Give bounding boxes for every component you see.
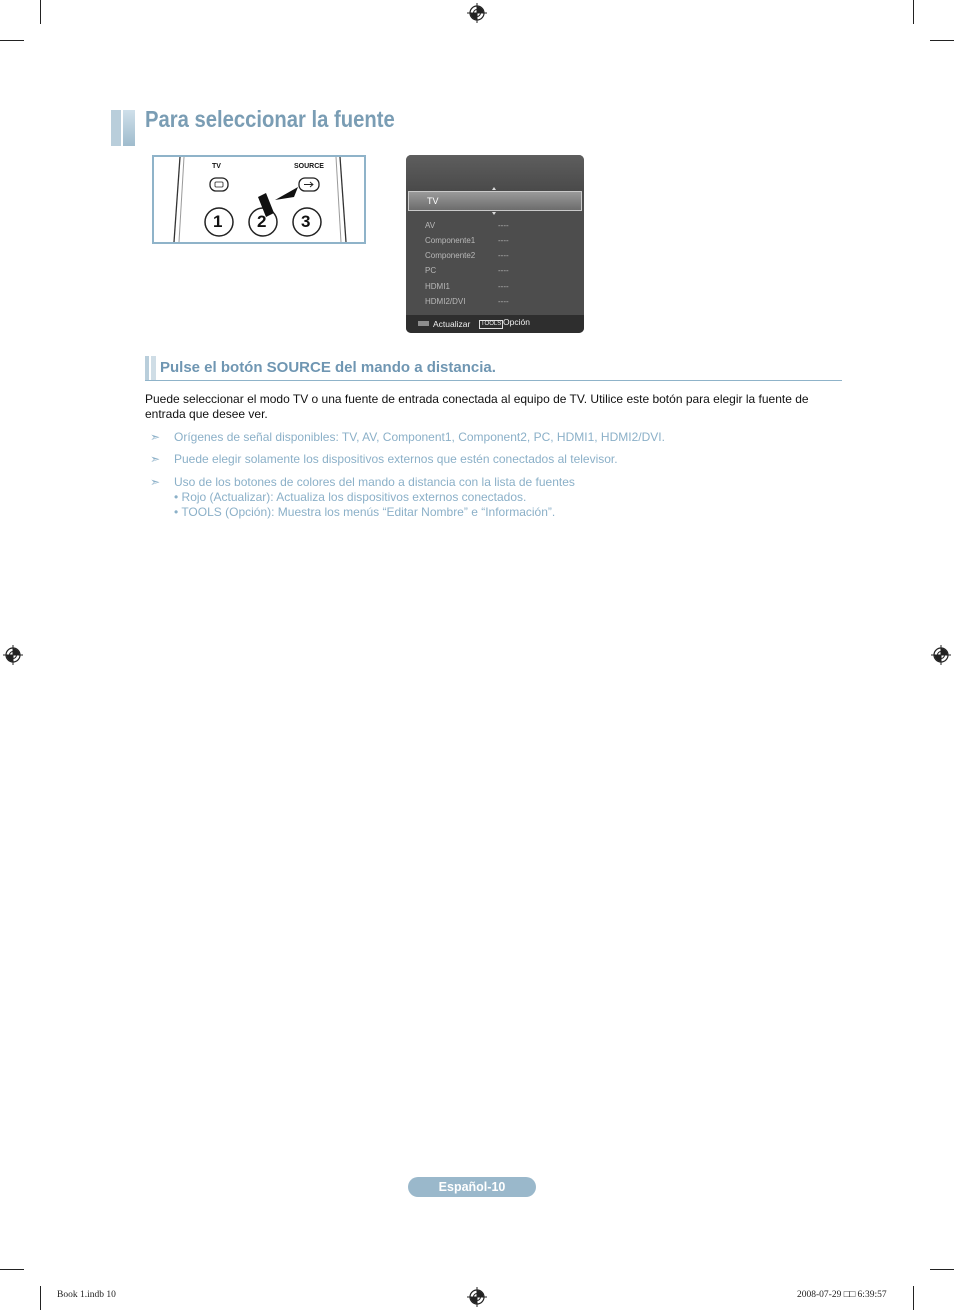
crop-mark (930, 1269, 954, 1270)
tools-button-icon: TOOLS (481, 321, 502, 327)
source-item-selected[interactable]: TV (408, 191, 582, 211)
crop-mark (913, 1286, 914, 1310)
remote-illustration (152, 155, 366, 244)
body-paragraph: Puede seleccionar el modo TV o una fuente de entrada conectada al equipo de TV. Utilice este botón para elegir la fuente de entrada que desee ver. (145, 392, 809, 421)
registration-mark-icon (3, 645, 23, 665)
section-heading: Pulse el botón SOURCE del mando a distancia. (160, 359, 496, 376)
page-number-badge: Español-10 (408, 1177, 536, 1197)
source-item-value: ---- (498, 221, 509, 230)
footer-option-label: Opción (503, 317, 530, 327)
subheading-decoration (145, 356, 149, 381)
source-item-hdmi1[interactable]: HDMI1 (425, 282, 450, 291)
registration-mark-icon (467, 1287, 487, 1307)
source-item-value: ---- (498, 251, 509, 260)
arrow-bullet-icon: ➣ (150, 475, 161, 489)
slug-timestamp: 2008-07-29 □□ 6:39:57 (797, 1290, 887, 1300)
down-arrow-icon (492, 212, 496, 215)
footer-update-label: Actualizar (433, 319, 471, 329)
crop-mark (913, 0, 914, 24)
source-item-value: ---- (498, 266, 509, 275)
remote-number-3: 3 (301, 212, 311, 231)
note-bullet-red: • Rojo (Actualizar): Actualiza los dispositivos externos conectados. (174, 490, 527, 504)
slug-file-info: Book 1.indb 10 (57, 1290, 116, 1300)
source-menu-footer (406, 315, 584, 333)
source-item-value: ---- (498, 282, 509, 291)
note-text: Puede elegir solamente los dispositivos externos que estén conectados al televisor. (174, 452, 618, 466)
subheading-decoration (151, 356, 156, 381)
source-item-componente2[interactable]: Componente2 (425, 251, 476, 260)
source-item-hdmi2-dvi[interactable]: HDMI2/DVI (425, 297, 466, 306)
remote-number-2: 2 (257, 212, 267, 231)
source-item-av[interactable]: AV (425, 221, 436, 230)
note-bullet-tools: • TOOLS (Opción): Muestra los menús “Editar Nombre” e “Información”. (174, 505, 556, 519)
source-item-componente1[interactable]: Componente1 (425, 236, 476, 245)
crop-mark (0, 40, 24, 41)
note-text: Uso de los botones de colores del mando a distancia con la lista de fuentes (174, 475, 575, 489)
crop-mark (40, 0, 41, 24)
registration-mark-icon (931, 645, 951, 665)
remote-number-1: 1 (213, 212, 223, 231)
red-button-icon (418, 321, 429, 326)
source-menu (406, 155, 584, 333)
note-text: Orígenes de señal disponibles: TV, AV, Component1, Component2, PC, HDMI1, HDMI2/DVI. (174, 430, 665, 444)
crop-mark (930, 40, 954, 41)
source-item-value: ---- (498, 297, 509, 306)
registration-mark-icon (467, 3, 487, 23)
up-arrow-icon (492, 187, 496, 190)
page-title: Para seleccionar la fuente (145, 106, 395, 132)
section-divider (145, 380, 842, 381)
arrow-bullet-icon: ➣ (150, 452, 161, 466)
arrow-bullet-icon: ➣ (150, 430, 161, 444)
remote-tv-label: TV (212, 163, 221, 170)
remote-source-label: SOURCE (294, 163, 324, 170)
source-item-value: ---- (498, 236, 509, 245)
source-item-pc[interactable]: PC (425, 266, 437, 275)
crop-mark (40, 1286, 41, 1310)
crop-mark (0, 1269, 24, 1270)
